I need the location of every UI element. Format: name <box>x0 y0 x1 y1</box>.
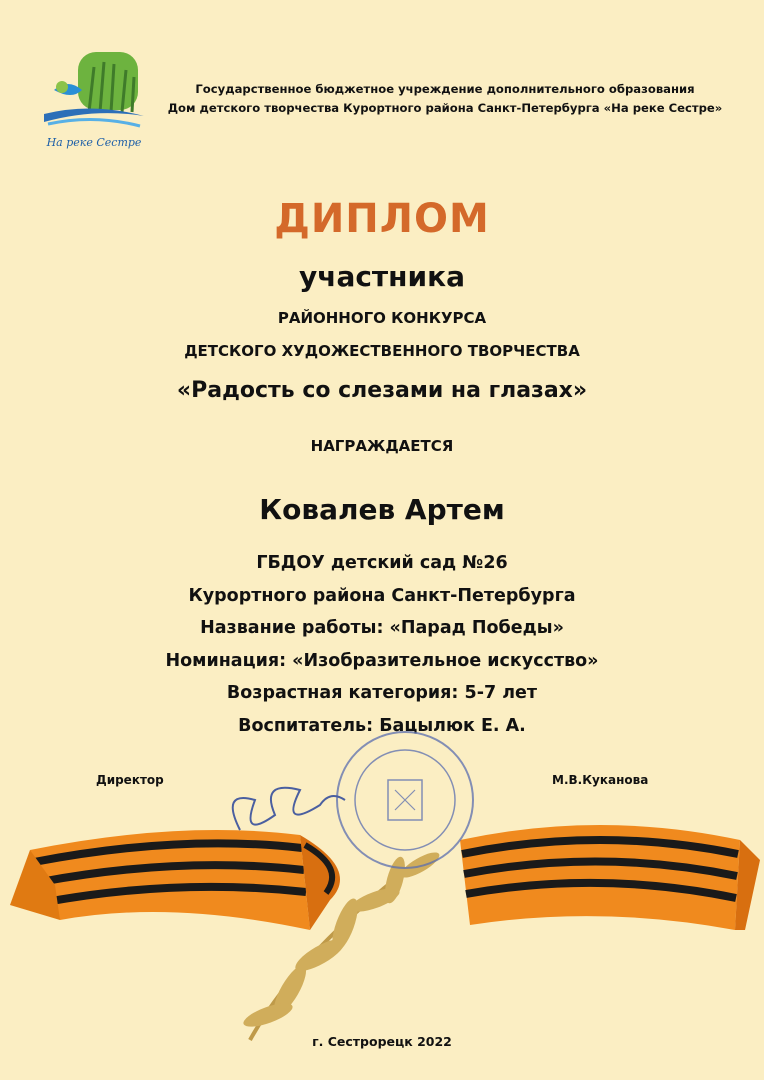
st-george-ribbon-left <box>10 830 340 930</box>
director-signature <box>233 788 345 830</box>
recipient-name: Ковалев Артем <box>259 493 505 526</box>
organization-line-1: Государственное бюджетное учреждение дополнительного образования <box>195 82 695 96</box>
awarded-label: НАГРАЖДАЕТСЯ <box>310 437 454 455</box>
contest-name: «Радость со слезами на глазах» <box>176 378 588 403</box>
signature-role: Директор <box>96 773 164 787</box>
contest-line-1: РАЙОННОГО КОНКУРСА <box>277 309 487 327</box>
detail-line: Воспитатель: Бацылюк Е. А. <box>238 715 526 736</box>
detail-line: Номинация: «Изобразительное искусство» <box>165 650 599 671</box>
official-stamp <box>337 732 473 868</box>
logo-text: На реке Сестре <box>46 136 142 149</box>
organization-line-2: Дом детского творчества Курортного района Санкт-Петербурга «На реке Сестре» <box>167 101 723 115</box>
detail-line: Курортного района Санкт-Петербурга <box>188 585 576 606</box>
signature-name: М.В.Куканова <box>552 773 649 787</box>
footer-place-year: г. Сестрорецк 2022 <box>312 1034 452 1049</box>
contest-line-2: ДЕТСКОГО ХУДОЖЕСТВЕННОГО ТВОРЧЕСТВА <box>184 342 580 360</box>
st-george-ribbon-right <box>460 825 760 930</box>
detail-line: Название работы: «Парад Победы» <box>200 618 564 638</box>
diploma-title: ДИПЛОМ <box>274 196 490 242</box>
detail-line: Возрастная категория: 5-7 лет <box>226 683 538 703</box>
diploma-subtitle: участника <box>298 260 466 293</box>
detail-line: ГБДОУ детский сад №26 <box>256 553 508 573</box>
